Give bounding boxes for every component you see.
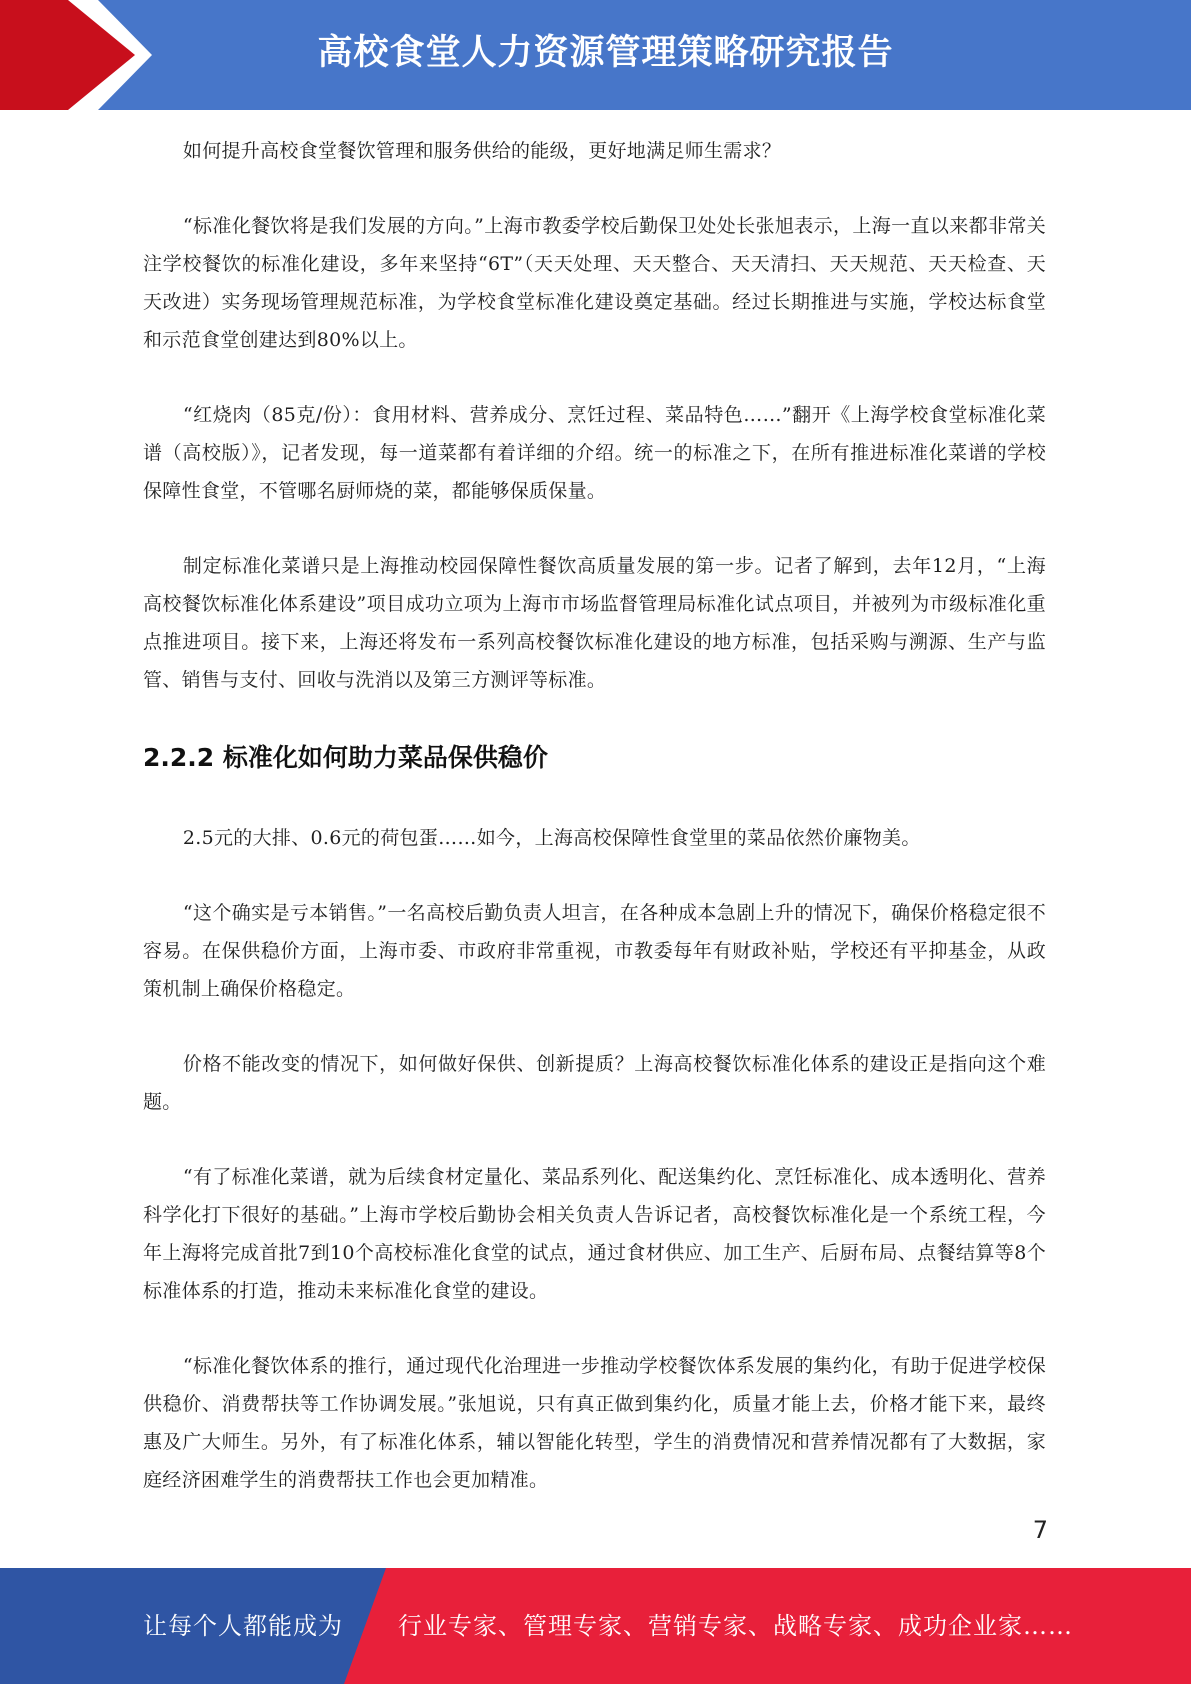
paragraph: “有了标准化菜谱，就为后续食材定量化、菜品系列化、配送集约化、烹饪标准化、成本透明化、营养科学化打下很好的基础。”上海市学校后勤协会相关负责人告诉记者，高校餐饮标准化是一个系统工程，今年上海将完成首批7到10个高校标准化食堂的试点，通过食材供应、加工生产、后厨布局、点餐结算等8个标准体系的打造，推动未来标准化食堂的建设。	[143, 1166, 1046, 1302]
page-header	[0, 0, 1191, 110]
section-heading: 2.2.2 标准化如何助力菜品保供稳价	[143, 743, 548, 772]
paragraph: 价格不能改变的情况下，如何做好保供、创新提质？上海高校餐饮标准化体系的建设正是指向这个难题。	[143, 1053, 1046, 1113]
paragraph: 2.5元的大排、0.6元的荷包蛋……如今，上海高校保障性食堂里的菜品依然价廉物美。	[182, 827, 921, 849]
paragraph: “标准化餐饮将是我们发展的方向。”上海市教委学校后勤保卫处处长张旭表示，上海一直以来都非常关注学校餐饮的标准化建设，多年来坚持“6T”（天天处理、天天整合、天天清扫、天天规范、天天检查、天天改进）实务现场管理规范标准，为学校食堂标准化建设奠定基础。经过长期推进与实施，学校达标食堂和示范食堂创建达到80%以上。	[143, 215, 1046, 351]
footer-slogan-right: 行业专家、管理专家、营销专家、战略专家、成功企业家……	[398, 1612, 1073, 1640]
paragraph: “这个确实是亏本销售。”一名高校后勤负责人坦言，在各种成本急剧上升的情况下，确保价格稳定很不容易。在保供稳价方面，上海市委、市政府非常重视，市教委每年有财政补贴，学校还有平抑基金，从政策机制上确保价格稳定。	[143, 902, 1046, 1000]
paragraph: “标准化餐饮体系的推行，通过现代化治理进一步推动学校餐饮体系发展的集约化，有助于促进学校保供稳价、消费帮扶等工作协调发展。”张旭说，只有真正做到集约化，质量才能上去，价格才能下来，最终惠及广大师生。另外，有了标准化体系，辅以智能化转型，学生的消费情况和营养情况都有了大数据，家庭经济困难学生的消费帮扶工作也会更加精准。	[143, 1355, 1046, 1491]
paragraph: 如何提升高校食堂餐饮管理和服务供给的能级，更好地满足师生需求？	[182, 140, 782, 162]
page-number: 7	[1032, 1516, 1048, 1544]
footer-slogan-left: 让每个人都能成为	[143, 1612, 343, 1640]
paragraph: 制定标准化菜谱只是上海推动校园保障性餐饮高质量发展的第一步。记者了解到，去年12月，“上海高校餐饮标准化体系建设”项目成功立项为上海市市场监督管理局标准化试点项目，并被列为市级标准化重点推进项目。接下来，上海还将发布一系列高校餐饮标准化建设的地方标准，包括采购与溯源、生产与监管、销售与支付、回收与洗消以及第三方测评等标准。	[143, 555, 1046, 691]
page-footer	[0, 1568, 1191, 1684]
main-content	[143, 132, 1046, 1536]
document-title: 高校食堂人力资源管理策略研究报告	[317, 33, 894, 73]
paragraph: “红烧肉（85克/份）：食用材料、营养成分、烹饪过程、菜品特色……”翻开《上海学校食堂标准化菜谱（高校版）》，记者发现，每一道菜都有着详细的介绍。统一的标准之下，在所有推进标准化菜谱的学校保障性食堂，不管哪名厨师烧的菜，都能够保质保量。	[143, 404, 1046, 502]
